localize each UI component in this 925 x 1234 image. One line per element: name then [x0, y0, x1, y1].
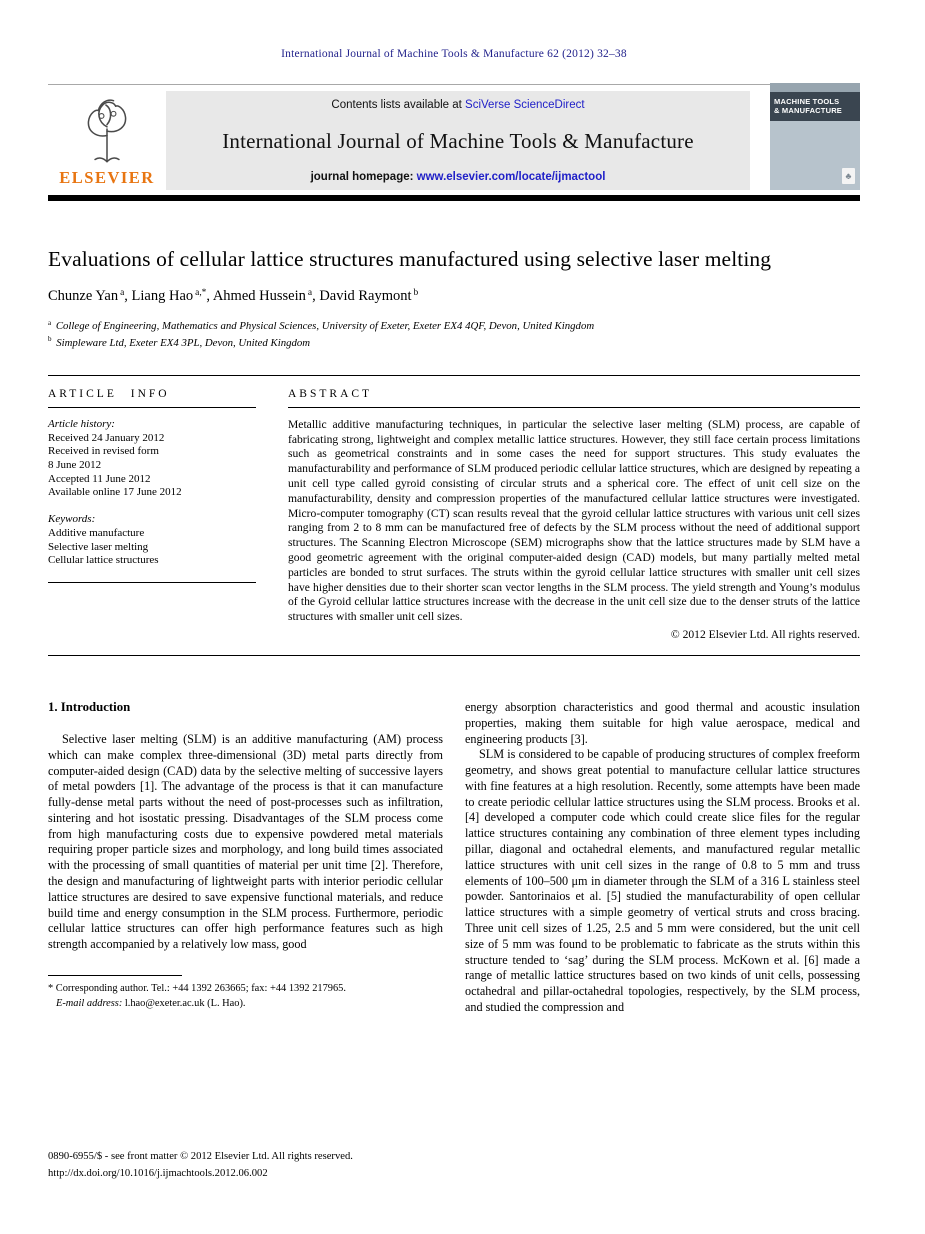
affiliation-list	[48, 318, 860, 350]
right-column-paragraphs	[465, 700, 860, 1016]
history-item: Received in revised form	[48, 445, 159, 458]
author: Ahmed Hussein $^a$	[212, 287, 313, 305]
keywords-list	[48, 527, 256, 568]
right-column	[465, 700, 860, 1016]
cover-top-strip	[770, 83, 860, 92]
article-body	[48, 700, 860, 1016]
contents-prefix: Contents lists available at	[331, 99, 466, 111]
email-line	[48, 997, 443, 1012]
email-label: E-mail address:	[56, 997, 123, 1009]
paragraph: Selective laser melting (SLM) is an additive manufacturing (AM) process which can make complex three-dimensional (3D) metal parts directly from computer-aided design (CAD) data by the selective melting of successive layers of metal powders [1]. The advantage of the process is that it can manufacture fully-dense metal parts without the need of post-processes such as infiltration, sintering and hot isostatic pressing. Disadvantages of the SLM process come from high manufacturing costs due to expensive powdered metal materials requiring proper particle sizes and morphology, and long build times associated with the processing of small quantities of material per unit time [2]. Therefore, the design and manufacturing of lightweight parts with interior periodic cellular lattice structures are desired to save expensive functional materials, and reduce build time and energy consumption in the SLM process. Furthermore, periodic cellular lattice structures can offer high performance features such as high strength accompanied by a relatively low mass, good	[48, 731, 443, 952]
info-abstract-block	[48, 375, 860, 656]
history-item: 8 June 2012	[48, 459, 102, 471]
article-info-heading: ARTICLE INFO	[48, 388, 256, 408]
author: David Raymont $^b$	[319, 287, 419, 305]
page-footer	[48, 1149, 353, 1182]
left-column-paragraphs	[48, 732, 443, 953]
article-history-list	[48, 432, 256, 500]
cover-title-line1: MACHINE TOOLS	[774, 97, 840, 106]
section-heading-introduction: 1. Introduction	[48, 699, 131, 714]
paragraph: SLM is considered to be capable of producing structures of complex freeform geometry, and shows great potential to manufacture cellular lattice structures with fine features at a high resolution. Recently, some attempts have been made to create periodic cellular lattice structures using the SLM process. Brooks et al. [4] developed a computer code which could create slice files for the regular lattice structures containing any combination of three element types including pillar, diagonal and octahedral elements, and manufactured regular metallic lattice structures with unit cell sizes in the range of 0.8 to 5 mm and truss elements of 100–500 μm in diameter through the SLM of a 316 L stainless steel powder. Santorinaios et al. [5] studied the manufacturability of open cellular lattice structures with a simple geometry of vertical struts and cross bracing. Three unit cell sizes of 1.25, 2.5 and 5 mm were considered, but the unit cell size of 5 mm was found to be problematic to fabricate as the struts within this structure tended to ‘sag’ during the SLM process. McKown et al. [6] made a range of metallic lattice structures based on two kinds of unit cells, possessing octahedral and pillar-octahedral topologies, respectively, by the SLM process, and studied the compression and	[465, 747, 860, 1015]
elsevier-logo	[48, 85, 166, 190]
homepage-line	[174, 171, 742, 183]
issn-copyright-line: 0890-6955/$ - see front matter © 2012 Elsevier Ltd. All rights reserved.	[48, 1151, 353, 1163]
journal-header	[48, 84, 860, 190]
history-item: Accepted 11 June 2012	[48, 472, 151, 485]
footnote-rule	[48, 975, 182, 976]
article-title: Evaluations of cellular lattice structures manufactured using selective laser melting	[48, 247, 772, 271]
history-item: Available online 17 June 2012	[48, 486, 182, 499]
journal-citation: International Journal of Machine Tools & Manufacture 62 (2012) 32–38	[281, 48, 627, 60]
elsevier-wordmark: ELSEVIER	[59, 168, 155, 187]
cover-elsevier-mark-icon: ♣	[842, 168, 855, 184]
article-info-section	[48, 388, 256, 583]
abstract-section	[288, 388, 860, 641]
history-item: Received 24 January 2012	[48, 431, 165, 444]
keywords-label: Keywords:	[48, 512, 96, 525]
author-list: Chunze Yan $^a$, Liang Hao $^{a,*}$, Ahmed Hussein $^a$, David Raymont $^b$	[48, 287, 419, 305]
email-address: l.hao@exeter.ac.uk (L. Hao).	[122, 997, 246, 1009]
article-history-label: Article history:	[48, 417, 115, 430]
keyword-item: Additive manufacture	[48, 526, 145, 539]
elsevier-tree-icon	[74, 92, 140, 166]
paragraph: energy absorption characteristics and good thermal and acoustic insulation properties, making them suitable for high value aerospace, medical and engineering products [3].	[465, 699, 860, 746]
journal-cover-thumbnail	[770, 83, 860, 190]
author: Liang Hao $^{a,*}$	[131, 287, 207, 305]
cover-title-band	[770, 92, 860, 121]
footnote	[48, 975, 443, 1011]
header-divider	[48, 195, 860, 201]
affiliation: $^a$ College of Engineering, Mathematics and Physical Sciences, University of Exeter, Exeter EX4 4QF, Devon, United Kingdom	[48, 318, 595, 333]
cover-title-line2: & MANUFACTURE	[774, 106, 843, 116]
copyright-line: © 2012 Elsevier Ltd. All rights reserved.	[670, 627, 860, 641]
doi-line: http://dx.doi.org/10.1016/j.ijmachtools.2012.06.002	[48, 1167, 268, 1179]
keyword-item: Cellular lattice structures	[48, 554, 159, 567]
keyword-item: Selective laser melting	[48, 540, 149, 553]
homepage-link[interactable]: www.elsevier.com/locate/ijmactool	[416, 171, 606, 183]
abstract-text: Metallic additive manufacturing techniques, in particular the selective laser melting (SLM) process, are capable of fabricating strong, lightweight and complex metallic lattice structures. However, they still face certain process limitations such as geometrical constraints and in some cases the need for support structures. This study evaluates the manufacturability and performance of SLM produced periodic cellular lattice structures, which are designed by repeating a unit cell type called gyroid consisting of circular struts and a spherical core. The effect of unit cell size on the manufacturability, density and compression properties of the manufactured cellular lattice structures were investigated. Micro-computer tomography (CT) scan results reveal that the gyroid cellular lattice structures with various unit cell sizes ranging from 2 to 8 mm can be manufactured free of defects by the SLM process without the need of additional support structures. The Scanning Electron Microscope (SEM) micrographs show that the lattice structures made by SLM have a good geometric agreement with the original computer-aided design (CAD) models, but many partially melted metal particles are bonded to strut surfaces. The struts within the gyroid cellular lattice structures with smaller unit cell sizes have higher densities due to their shorter scan vector lengths in the SLM process. The yield strength and Young’s modulus of the Gyroid cellular lattice structures increase with the decrease in the unit cell size due to the denser struts of the lattice structures with smaller unit cell sizes.	[288, 417, 860, 624]
author: Chunze Yan $^a$	[48, 287, 125, 305]
corresponding-author-note: * Corresponding author. Tel.: +44 1392 263665; fax: +44 1392 217965.	[48, 983, 346, 995]
contents-line	[174, 99, 742, 111]
abstract-heading: ABSTRACT	[288, 388, 860, 408]
homepage-prefix: journal homepage:	[310, 171, 417, 183]
affiliation: $^b$ Simpleware Ltd, Exeter EX4 3PL, Devon, United Kingdom	[48, 334, 311, 349]
sciencedirect-link[interactable]: SciVerse ScienceDirect	[465, 99, 585, 111]
journal-title: International Journal of Machine Tools & Manufacture	[222, 128, 694, 153]
journal-masthead	[166, 91, 750, 190]
left-column	[48, 700, 443, 1016]
